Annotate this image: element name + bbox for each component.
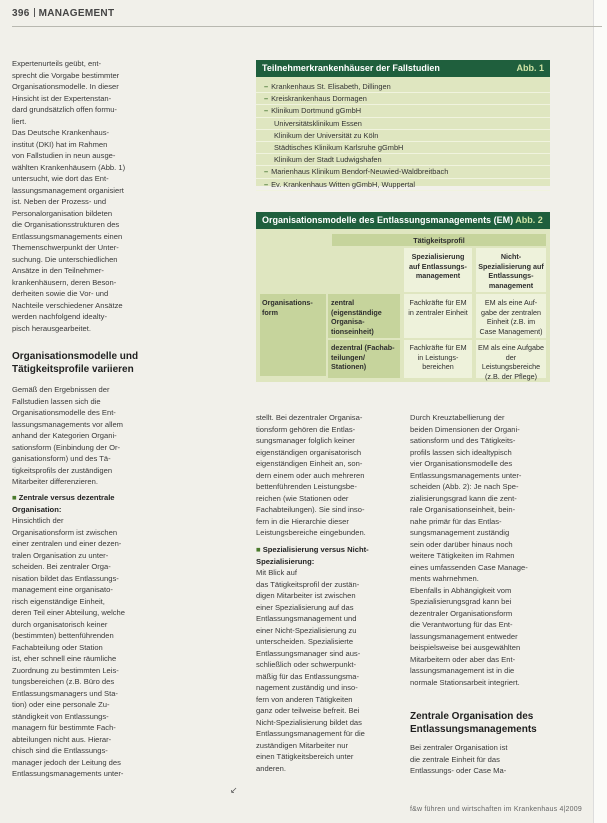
text-line: die zentrale Einheit für das bbox=[410, 754, 500, 764]
figure-2-organisation-models bbox=[256, 212, 550, 382]
hospital-name: Klinikum Dortmund gGmbH bbox=[271, 106, 362, 116]
text-line: untersucht, wie dort das Ent- bbox=[12, 174, 109, 183]
text-line: durch organisatorisch keiner bbox=[12, 619, 108, 629]
text-line: risch eigenständige Einheit, bbox=[12, 596, 105, 606]
hospital-name: Krankenhaus St. Elisabeth, Dillingen bbox=[271, 82, 391, 91]
text-line: Fachabteilung oder Station bbox=[12, 642, 103, 652]
subheading-line: Tätigkeitsprofile variieren bbox=[12, 364, 134, 375]
cell-dezentral-nicht-spezialisierung: EM als eine Aufgabe der Leistungsbereiche (z.B. der Pflege) bbox=[478, 343, 544, 381]
text-line: managern für bestimmte Fach- bbox=[12, 723, 116, 732]
page-header bbox=[12, 8, 602, 27]
column-head-nicht-spezialisierung: Nicht-Spezialisierung auf Entlassungs-management bbox=[478, 252, 544, 290]
text-line: von Fallstudien in neun ausge- bbox=[12, 151, 116, 160]
text-line: chisch sind die Entlassungs- bbox=[12, 746, 108, 755]
text-line: lassungsmanagement organisiert bbox=[12, 185, 124, 195]
hospital-list-item bbox=[256, 81, 550, 93]
row-group-label: Organisations-form bbox=[262, 298, 313, 317]
text-line: vier Organisationsmodelle des bbox=[410, 459, 513, 468]
text-line: tionsform gehören die Entlas- bbox=[256, 424, 356, 434]
subheading-line: Organisationsmodelle und bbox=[12, 351, 139, 362]
column-2-body bbox=[256, 412, 392, 539]
text-line: liert. bbox=[12, 116, 27, 126]
hospital-name: Marienhaus Klinikum Bendorf-Neuwied-Waldbreitbach bbox=[271, 167, 449, 177]
hospital-name: Kreiskrankenhaus Dormagen bbox=[271, 94, 367, 104]
hospital-list-item bbox=[256, 105, 550, 117]
text-line: digen Mitarbeiter ist zwischen bbox=[256, 591, 356, 600]
text-line: manager jedoch der Leitung des bbox=[12, 757, 121, 767]
text-line: pisch herausgearbeitet. bbox=[12, 323, 91, 333]
text-line: lassungsmanagements vor allem bbox=[12, 419, 124, 429]
text-line: ist, eher schnell eine räumliche bbox=[12, 654, 117, 663]
column-3-body bbox=[410, 412, 550, 688]
text-line: scheiden. Bei zentraler Orga- bbox=[12, 562, 111, 571]
text-line: Nachteile verschiedener Ansätze bbox=[12, 300, 123, 310]
text-line: lassungsmanagement ist in die bbox=[410, 666, 515, 675]
subheading-line: Zentrale Organisation des bbox=[410, 711, 534, 722]
text-line: Mitarbeiter differenzieren. bbox=[12, 477, 98, 486]
text-line: sprecht die Vorgabe bestimmter bbox=[12, 70, 120, 80]
text-line: nisation bildet das Entlassungs- bbox=[12, 573, 119, 583]
hospital-list-item bbox=[256, 179, 550, 191]
continue-arrow-icon: ↙ bbox=[230, 785, 238, 795]
text-line: beispielsweise bei ausgewählten bbox=[410, 643, 521, 652]
hospital-list-item bbox=[256, 154, 550, 166]
text-line: lassungsmanagement entweder bbox=[410, 631, 518, 641]
header-divider bbox=[34, 8, 35, 17]
text-line: Entlassungsmanager sind aus- bbox=[256, 648, 361, 658]
text-line: Hinsicht ist der Expertenstan- bbox=[12, 93, 112, 103]
text-line: Hinsichtlich der bbox=[12, 516, 64, 525]
section-title: MANAGEMENT bbox=[38, 8, 115, 19]
text-line: anderen. bbox=[256, 763, 286, 773]
cell-dezentral-spezialisierung: Fachkräfte für EM in Leistungs-bereichen bbox=[409, 343, 467, 371]
text-line: sungsmanagement zuständig bbox=[410, 528, 510, 537]
hospital-name: Ev. Krankenhaus Witten gGmbH, Wuppertal bbox=[271, 179, 416, 189]
row-head-dezentral: dezentral (Fachab-teilungen/ Stationen) bbox=[331, 343, 395, 371]
bullet-lead-2: Spezialisierung: bbox=[256, 556, 315, 566]
text-line: Organisationsmodelle des Ent- bbox=[12, 408, 116, 417]
text-line: eigenständigen Einheit an, son- bbox=[256, 459, 363, 468]
text-line: zialisierungsgrad kann die zent- bbox=[410, 493, 517, 503]
text-line: scheiden (Abb. 2): Je nach Spe- bbox=[410, 482, 519, 491]
hospital-list-item bbox=[256, 166, 550, 178]
bullet-lead: Spezialisierung versus Nicht- bbox=[262, 545, 369, 554]
dash-bullet-icon: – bbox=[264, 94, 269, 104]
column-3-bottom bbox=[410, 742, 550, 777]
text-line: Gemäß den Ergebnissen der bbox=[12, 385, 110, 394]
text-line: profils lassen sich idealtypisch bbox=[410, 447, 512, 457]
text-line: Personalorganisation bildeten bbox=[12, 208, 113, 218]
text-line: tungsbereichen (z.B. Büro des bbox=[12, 677, 115, 686]
text-line: sationsform und des Tätigkeits- bbox=[410, 436, 516, 445]
column-1-bottom bbox=[12, 515, 240, 780]
subheading-organisationsmodelle bbox=[12, 350, 240, 376]
dash-bullet-icon: – bbox=[264, 106, 269, 116]
column-2-bullet-section bbox=[256, 544, 392, 567]
text-line: beiden Dimensionen der Organi- bbox=[410, 424, 520, 434]
text-line: (bestimmten) bettenführenden bbox=[12, 631, 114, 640]
text-line: nahe primär für das Entlas- bbox=[410, 516, 502, 526]
figure-1-participating-hospitals bbox=[256, 60, 550, 189]
text-line: weitere Tätigkeiten im Rahmen bbox=[410, 551, 515, 560]
figure-1-header bbox=[256, 60, 550, 77]
column-1-bullet-section bbox=[12, 492, 240, 515]
text-line: Entlassungsmanagement und bbox=[256, 614, 357, 623]
text-line: Ansätze in den Teilnehmer- bbox=[12, 266, 104, 275]
figure-2-title: Organisationsmodelle des Entlassungsmanagements (EM) bbox=[262, 215, 514, 225]
hospital-name: Städtisches Klinikum Karlsruhe gGmbH bbox=[274, 143, 404, 153]
hospital-name: Klinikum der Stadt Ludwigshafen bbox=[274, 155, 382, 165]
text-line: sationsform (Einbindung der Or- bbox=[12, 442, 121, 452]
text-line: sein oder darüber hinaus noch bbox=[410, 539, 513, 549]
text-line: Fallstudien lassen sich die bbox=[12, 396, 101, 406]
text-line: reichen (wie Stationen oder bbox=[256, 493, 349, 503]
row-head-zentral: zentral (eigenständige Organisa-tionseinheit) bbox=[331, 298, 382, 336]
text-line: Expertenurteils geübt, ent- bbox=[12, 59, 102, 68]
text-line: Spezialisierungsgrad kann bei bbox=[410, 597, 512, 606]
dash-bullet-icon: – bbox=[264, 179, 269, 189]
text-line: institut (DKI) hat im Rahmen bbox=[12, 139, 108, 149]
page-footer: f&w führen und wirtschaften im Krankenhaus 4|2009 bbox=[410, 806, 582, 813]
text-line: Themenschwerpunkt der Unter- bbox=[12, 243, 119, 252]
text-line: Entlassungsmanagements einen bbox=[12, 231, 123, 241]
subheading-zentrale-organisation bbox=[410, 710, 560, 736]
hospital-list-item bbox=[256, 130, 550, 142]
text-line: unterscheiden. Spezialisierte bbox=[256, 637, 354, 646]
text-line: Mitarbeitern oder aber das Ent- bbox=[410, 654, 516, 664]
text-line: management eine organisato- bbox=[12, 585, 113, 594]
text-line: Mit Blick auf bbox=[256, 568, 297, 577]
bullet-square-icon: ■ bbox=[256, 545, 261, 554]
text-line: die Verantwortung für das Ent- bbox=[410, 620, 513, 629]
text-line: nagement zuständig und inso- bbox=[256, 683, 358, 692]
text-line: Leistungsbereiche eingebunden. bbox=[256, 528, 366, 537]
text-line: Bei zentraler Organisation ist bbox=[410, 743, 508, 752]
text-line: dern einem oder auch mehreren bbox=[256, 470, 365, 480]
text-line: Entlassungsmanagements unter- bbox=[12, 769, 124, 778]
text-line: das Tätigkeitsprofil der zustän- bbox=[256, 579, 360, 589]
text-line: eigenständigen organisatorisch bbox=[256, 447, 362, 457]
hospital-list-item bbox=[256, 118, 550, 130]
text-line: eines umfassenden Case Manage- bbox=[410, 562, 528, 572]
cell-zentral-spezialisierung: Fachkräfte für EM in zentraler Einheit bbox=[408, 298, 468, 317]
text-line: Zuordnung zu bestimmten Leis- bbox=[12, 665, 119, 675]
column-2-bottom bbox=[256, 567, 392, 774]
page-number: 396 bbox=[12, 8, 30, 19]
bullet-lead-2: Organisation: bbox=[12, 504, 62, 514]
text-line: derheiten sowie die Vor- und bbox=[12, 289, 109, 298]
text-line: ist. Neben der Prozess- und bbox=[12, 197, 107, 206]
column-group-label: Tätigkeitsprofil bbox=[413, 236, 465, 245]
text-line: Ebenfalls in Abhängigkeit vom bbox=[410, 585, 512, 595]
text-line: rale Organisationseinheit, bein- bbox=[410, 505, 516, 514]
hospital-name: Universitätsklinikum Essen bbox=[274, 118, 362, 128]
column-head-spezialisierung: Spezialisierung auf Entlassungs-management bbox=[409, 252, 467, 280]
text-line: Organisationsform ist zwischen bbox=[12, 527, 118, 537]
text-line: Das Deutsche Krankenhaus- bbox=[12, 128, 110, 137]
page-spine bbox=[593, 0, 607, 823]
text-line: ganz oder teilweise befreit. Bei bbox=[256, 706, 360, 715]
text-line: einer Nicht-Spezialisierung zu bbox=[256, 625, 357, 635]
text-line: krankenhäusern, deren Beson- bbox=[12, 277, 117, 287]
figure-2-header bbox=[256, 212, 550, 229]
text-line: stellt. Bei dezentraler Organisa- bbox=[256, 413, 363, 422]
text-line: dard grundsätzlich offen formu- bbox=[12, 105, 117, 114]
hospital-name: Klinikum der Universität zu Köln bbox=[274, 130, 379, 140]
text-line: tion) oder eine personale Zu- bbox=[12, 700, 110, 709]
text-line: bettenführenden Leistungsbe- bbox=[256, 482, 357, 491]
text-line: Fachabteilungen). Sie sind inso- bbox=[256, 505, 365, 514]
text-line: mäßig für das Entlassungsma- bbox=[256, 671, 359, 681]
dash-bullet-icon: – bbox=[264, 82, 269, 91]
figure-1-number: Abb. 1 bbox=[516, 63, 544, 73]
text-line: ständigkeit von Entlassungs- bbox=[12, 711, 109, 721]
text-line: fern von anderen Tätigkeiten bbox=[256, 694, 353, 704]
figure-2-number: Abb. 2 bbox=[515, 215, 543, 225]
text-line: einer Spezialisierung auf das bbox=[256, 602, 354, 612]
text-line: normale Stationsarbeit integriert. bbox=[410, 677, 520, 687]
text-line: ganisationsform) und des Tä- bbox=[12, 454, 111, 463]
subheading-line: Entlassungsmanagements bbox=[410, 724, 537, 735]
hospital-list-item bbox=[256, 93, 550, 105]
dash-bullet-icon: – bbox=[264, 167, 269, 177]
text-line: anhand der Kategorien Organi- bbox=[12, 431, 117, 440]
cell-zentral-nicht-spezialisierung: EM als eine Auf-gabe der zentralen Einheit (z.B. im Case Management) bbox=[479, 298, 543, 336]
text-line: Entlassungsmanagers und Sta- bbox=[12, 688, 118, 698]
text-line: wählten Krankenhäusern (Abb. 1) bbox=[12, 162, 126, 172]
bullet-square-icon: ■ bbox=[12, 493, 17, 502]
text-line: tralen Organisation zu unter- bbox=[12, 550, 109, 560]
column-1-intro bbox=[12, 58, 240, 334]
text-line: einen Tätigkeitsbereich unter bbox=[256, 752, 354, 761]
text-line: die Organisationsstrukturen des bbox=[12, 220, 120, 229]
text-line: dezentraler Organisationsform bbox=[410, 608, 513, 618]
figure-1-title: Teilnehmerkrankenhäuser der Fallstudien bbox=[262, 63, 440, 73]
hospital-list bbox=[256, 77, 550, 191]
text-line: Organisationsmodelle. In dieser bbox=[12, 82, 119, 91]
bullet-lead: Zentrale versus dezentrale bbox=[18, 493, 115, 502]
text-line: Durch Kreuztabellierung der bbox=[410, 413, 505, 422]
text-line: Nicht-Spezialisierung bildet das bbox=[256, 717, 362, 727]
text-line: fern in die Hierarchie dieser bbox=[256, 516, 349, 526]
text-line: deren Teil einer Abteilung, welche bbox=[12, 608, 125, 617]
text-line: ments wahrnehmen. bbox=[410, 574, 479, 583]
text-line: einer zentralen und einer dezen- bbox=[12, 539, 122, 548]
text-line: sungsmanager folglich keiner bbox=[256, 436, 355, 445]
text-line: schließlich oder schwerpunkt- bbox=[256, 660, 357, 669]
hospital-list-item bbox=[256, 142, 550, 154]
text-line: abteilungen nicht aus. Hierar- bbox=[12, 734, 112, 744]
text-line: tigkeitsprofils der zuständigen bbox=[12, 465, 113, 475]
text-line: werden nachfolgend idealty- bbox=[12, 312, 107, 321]
text-line: zuständigen Mitarbeiter nur bbox=[256, 740, 349, 750]
text-line: suchung. Die unterschiedlichen bbox=[12, 254, 118, 264]
text-line: Entlassungsmanagement für die bbox=[256, 729, 365, 738]
column-1-body bbox=[12, 384, 240, 488]
text-line: Entlassungs- oder Case Ma- bbox=[410, 766, 507, 775]
text-line: Entlassungsmanagements unter- bbox=[410, 470, 522, 480]
